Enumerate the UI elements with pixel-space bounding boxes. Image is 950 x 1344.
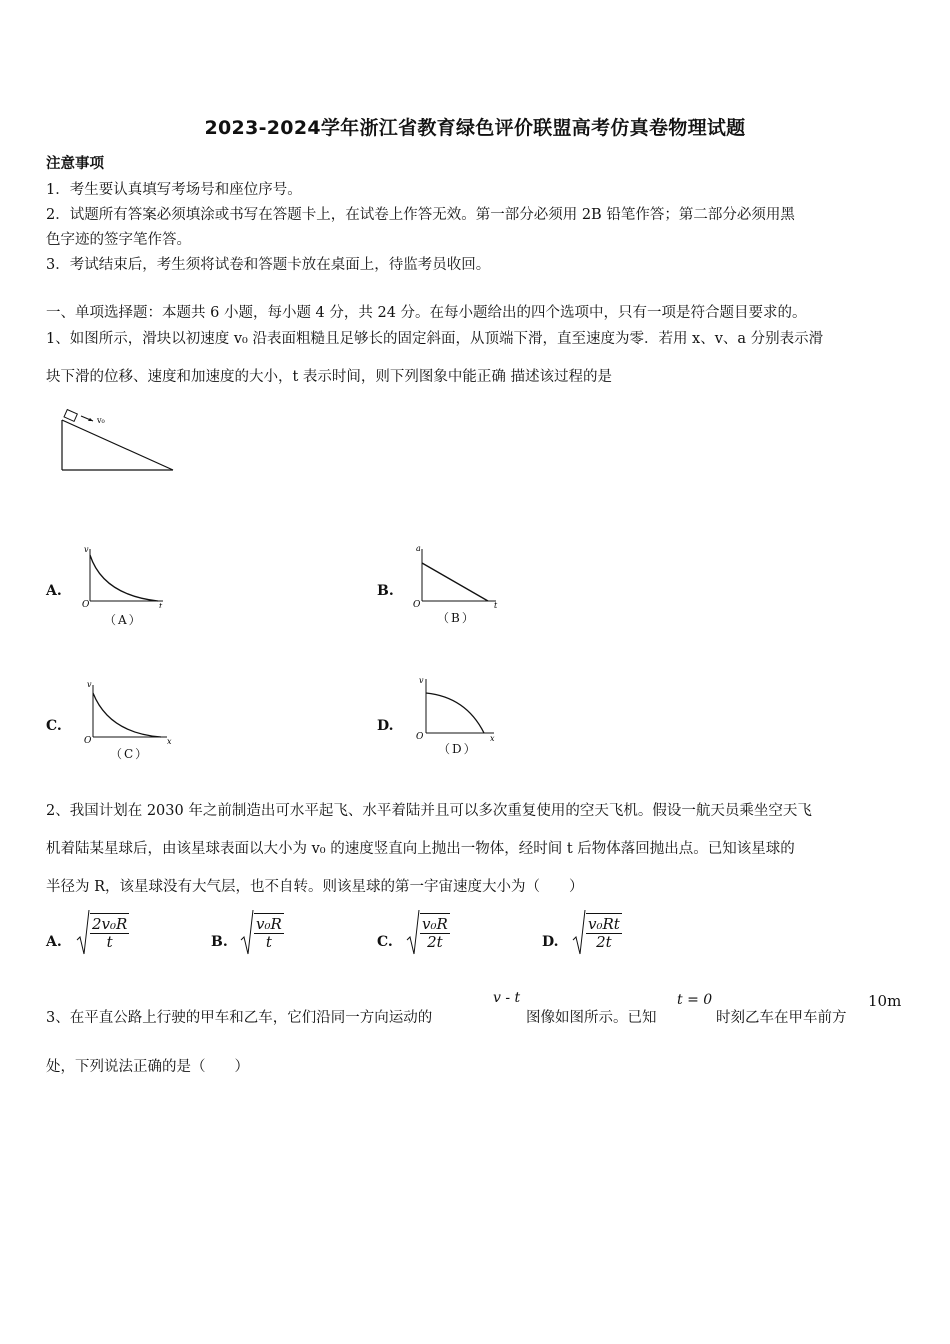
question-3-line-2: 处，下列说法正确的是（ ） xyxy=(46,1059,249,1075)
q3-vt-label: v - t xyxy=(493,990,521,1006)
q2-option-d-label[interactable]: D. xyxy=(542,934,559,950)
graph-c-x-axis: x xyxy=(167,737,172,744)
q2-option-a-label[interactable]: A. xyxy=(46,934,62,950)
question-3-part-1: 3、在平直公路上行驶的甲车和乙车，它们沿同一方向运动的 xyxy=(46,1010,433,1026)
question-2-line-1: 2、我国计划在 2030 年之前制造出可水平起飞、水平着陆并且可以多次重复使用的空天飞机。假设一航天员乘坐空天飞 xyxy=(46,803,812,819)
sqrt-icon xyxy=(76,908,90,958)
q2-a-numerator: 2v₀R xyxy=(92,915,128,933)
q2-option-c-label[interactable]: C. xyxy=(377,934,393,950)
graph-b-x-axis: t xyxy=(494,601,498,608)
graph-c-y-axis: v xyxy=(87,680,92,689)
q2-option-d-formula[interactable] xyxy=(572,908,622,958)
q1-caption-c: （C） xyxy=(110,747,150,761)
q1-graph-c[interactable] xyxy=(79,677,179,744)
question-2-line-3: 半径为 R，该星球没有大气层，也不自转。则该星球的第一宇宙速度大小为（ ） xyxy=(46,879,584,895)
q1-graph-a[interactable] xyxy=(78,543,178,608)
q2-c-denominator: 2t xyxy=(427,933,443,951)
graph-a-x-axis: t xyxy=(159,602,163,608)
q2-d-numerator: v₀Rt xyxy=(588,915,620,933)
q1-option-d-label[interactable]: D. xyxy=(377,718,394,734)
notice-item-1: 1．考生要认真填写考场号和座位序号。 xyxy=(46,182,302,198)
notice-heading: 注意事项 xyxy=(46,155,104,172)
slope-v0-label: v₀ xyxy=(97,416,105,425)
graph-d-y-axis: v xyxy=(419,676,424,685)
q2-option-a-formula[interactable] xyxy=(76,908,129,958)
question-2-line-2: 机着陆某星球后，由该星球表面以大小为 v₀ 的速度竖直向上抛出一物体，经时间 t 后物体落回抛出点。已知该星球的 xyxy=(46,841,795,857)
q1-caption-a: （A） xyxy=(104,613,143,627)
q1-graph-d[interactable] xyxy=(410,673,510,743)
q2-option-b-formula[interactable] xyxy=(240,908,284,958)
graph-b-origin: O xyxy=(413,600,421,608)
q2-a-denominator: t xyxy=(106,933,113,951)
graph-a-y-axis: v xyxy=(84,545,89,554)
q1-caption-d: （D） xyxy=(438,742,478,756)
question-1-line-2: 块下滑的位移、速度和加速度的大小，t 表示时间，则下列图象中能正确 描述该过程的是 xyxy=(46,369,613,385)
notice-item-2-cont: 色字迹的签字笔作答。 xyxy=(46,232,191,248)
q2-option-b-label[interactable]: B. xyxy=(211,934,228,950)
q2-option-c-formula[interactable] xyxy=(406,908,450,958)
graph-c-origin: O xyxy=(84,736,92,744)
q3-t0-label: t = 0 xyxy=(677,992,713,1008)
q1-option-a-label[interactable]: A. xyxy=(46,583,62,599)
graph-b-y-axis: a xyxy=(416,544,421,553)
question-1-line-1: 1、如图所示，滑块以初速度 v₀ 沿表面粗糙且足够长的固定斜面，从顶端下滑，直至速度为零．若用 x、v、a 分别表示滑 xyxy=(46,331,824,347)
graph-a-origin: O xyxy=(82,600,90,608)
q2-c-numerator: v₀R xyxy=(422,915,448,933)
page-title: 2023-2024学年浙江省教育绿色评价联盟高考仿真卷物理试题 xyxy=(204,117,746,139)
question-3-part-3: 时刻乙车在甲车前方 xyxy=(716,1010,847,1026)
question-3-part-2: 图像如图所示。已知 xyxy=(526,1010,657,1026)
q2-d-denominator: 2t xyxy=(596,933,612,951)
notice-item-2: 2．试题所有答案必须填涂或书写在答题卡上，在试卷上作答无效。第一部分必须用 2B 铅笔作答；第二部分必须用黑 xyxy=(46,207,795,223)
q2-b-denominator: t xyxy=(265,933,272,951)
q1-graph-b[interactable] xyxy=(408,541,508,608)
sqrt-icon xyxy=(572,908,586,958)
section-heading: 一、单项选择题：本题共 6 小题，每小题 4 分，共 24 分。在每小题给出的四个选项中，只有一项是符合题目要求的。 xyxy=(46,305,807,321)
q3-distance: 10m xyxy=(868,992,902,1010)
q2-b-numerator: v₀R xyxy=(256,915,282,933)
q1-caption-b: （B） xyxy=(437,611,476,625)
graph-d-x-axis: x xyxy=(490,734,495,743)
graph-d-origin: O xyxy=(416,732,424,742)
sqrt-icon xyxy=(240,908,254,958)
slope-figure xyxy=(55,408,180,478)
q1-option-b-label[interactable]: B. xyxy=(377,583,394,599)
notice-item-3: 3．考试结束后，考生须将试卷和答题卡放在桌面上，待监考员收回。 xyxy=(46,257,491,273)
sqrt-icon xyxy=(406,908,420,958)
q1-option-c-label[interactable]: C. xyxy=(46,718,62,734)
